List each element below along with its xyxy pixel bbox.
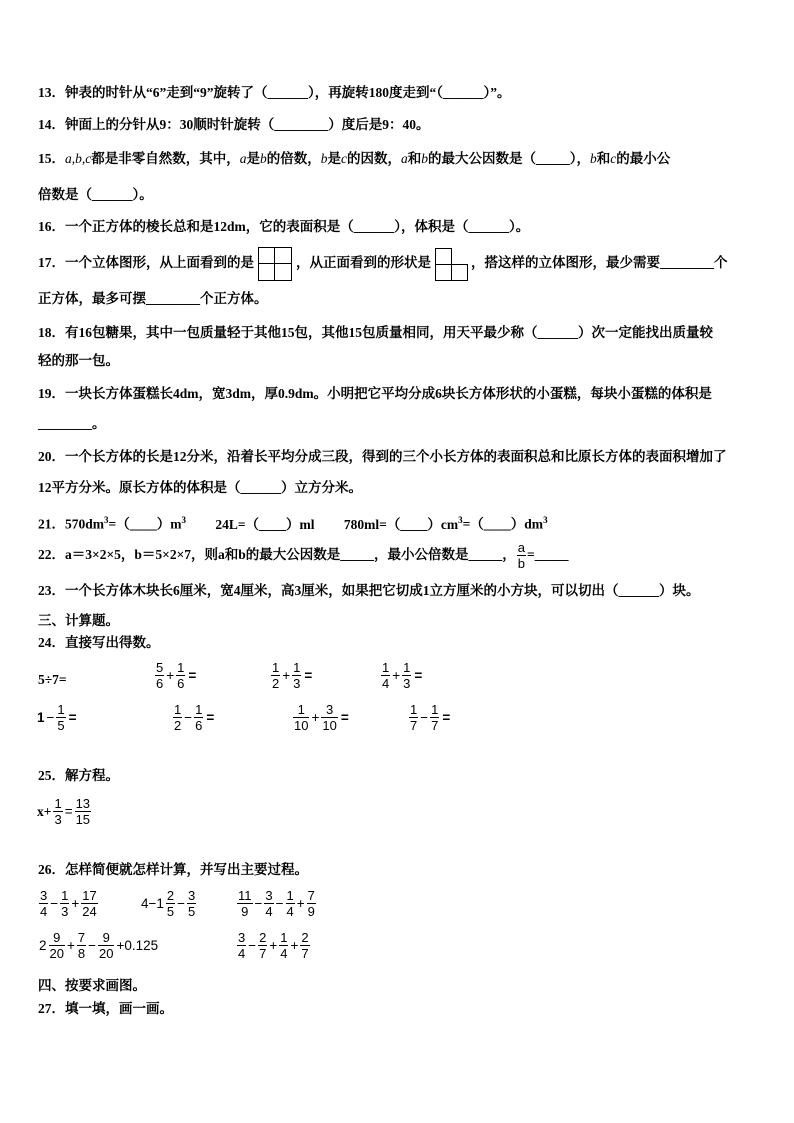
- top-view-figure: [258, 247, 292, 281]
- question-15-line1: 15．a,b,c都是非零自然数，其中，a是b的倍数，b是c的因数，a和b的最大公因数是（_____），b和c的最小公: [38, 151, 671, 166]
- question-15-line2: 倍数是（______）。: [38, 187, 153, 202]
- question-14: 14．钟面上的分针从9：30顺时针旋转（________）度后是9：40。: [38, 117, 430, 132]
- question-20-line1: 20．一个长方体的长是12分米，沿着长平均分成三段，得到的三个小长方体的表面积总和比原长方体的表面积增加了: [38, 449, 727, 464]
- calc-24-3: $\frac{1}{2}$ + $\frac{1}{3}$ =: [272, 660, 313, 691]
- question-22: 22．a＝3×2×5，b＝5×2×7，则a和b的最大公因数是_____，最小公倍数是_____， $\frac{a}{b}$ =_____: [38, 540, 569, 572]
- calc-26-3: $\frac{11}{9}$ − $\frac{3}{4}$ − $\frac{1}{4}$ + $\frac{7}{9}$: [238, 888, 315, 919]
- question-23: 23．一个长方体木块长6厘米，宽4厘米，高3厘米，如果把它切成1立方厘米的小方块，可以切出（______）块。: [38, 583, 700, 598]
- question-20-line2: 12平方分米。原长方体的体积是（______）立方分米。: [38, 480, 362, 495]
- question-17-line2: 正方体，最多可摆________个正方体。: [38, 291, 268, 306]
- calc-26-5: $\frac{3}{4}$ − $\frac{2}{7}$ + $\frac{1}{4}$ + $\frac{2}{7}$: [238, 930, 309, 961]
- calc-24-6: $\frac{1}{2}$ − $\frac{1}{6}$ =: [174, 702, 215, 733]
- question-13: 13．钟表的时针从“6”走到“9”旋转了（______），再旋转180度走到“（______）”。: [38, 85, 511, 100]
- calc-24-8: $\frac{1}{7}$ − $\frac{1}{7}$ =: [410, 702, 451, 733]
- equation-25: x+ $\frac{1}{3}$ = $\frac{13}{15}$: [37, 796, 91, 827]
- question-19-line2: ________。: [38, 416, 106, 431]
- calc-26-1: $\frac{3}{4}$ − $\frac{1}{3}$ + $\frac{17}{24}$: [40, 888, 97, 919]
- question-18-line1: 18．有16包糖果，其中一包质量轻于其他15包，其他15包质量相同，用天平最少称（______）次一定能找出质量较: [38, 325, 713, 340]
- section-4-heading: 四、按要求画图。: [38, 978, 146, 993]
- calc-24-4: $\frac{1}{4}$ + $\frac{1}{3}$ =: [382, 660, 423, 691]
- question-27: 27．填一填，画一画。: [38, 1001, 173, 1016]
- question-18-line2: 轻的那一包。: [38, 353, 119, 368]
- question-25: 25．解方程。: [38, 768, 119, 783]
- question-16: 16．一个正方体的棱长总和是12dm，它的表面积是（______），体积是（______）。: [38, 219, 530, 234]
- calc-24-1: 5÷7=: [38, 672, 67, 687]
- question-24: 24．直接写出得数。: [38, 635, 160, 650]
- calc-26-4: 2 $\frac{9}{20}$ + $\frac{7}{8}$ − $\frac{9}{20}$ +0.125: [39, 930, 159, 961]
- question-19-line1: 19．一块长方体蛋糕长4dm，宽3dm，厚0.9dm。小明把它平均分成6块长方体形状的小蛋糕，每块小蛋糕的体积是: [38, 386, 712, 401]
- calc-24-5: 1 − $\frac{1}{5}$ =: [37, 702, 77, 733]
- question-21: 21．$570dm^3=(\_\_\_\_)m^3$ 24L=（____）ml $780ml=(\_\_\_\_)cm^3=(\_\_\_\_)dm^3$: [38, 515, 548, 532]
- question-26: 26．怎样简便就怎样计算，并写出主要过程。: [38, 862, 308, 877]
- calc-24-2: $\frac{5}{6}$ + $\frac{1}{6}$ =: [156, 660, 197, 691]
- calc-24-7: $\frac{1}{10}$ + $\frac{3}{10}$ =: [294, 702, 349, 733]
- question-17-line1: 17．一个立体图形，从上面看到的是 ，从正面看到的形状是 ，搭这样的立体图形，最少需要________个: [38, 246, 728, 281]
- front-view-figure: [435, 248, 467, 280]
- section-3-heading: 三、计算题。: [38, 613, 119, 628]
- calc-26-2: 4−1 $\frac{2}{5}$ − $\frac{3}{5}$: [141, 888, 196, 919]
